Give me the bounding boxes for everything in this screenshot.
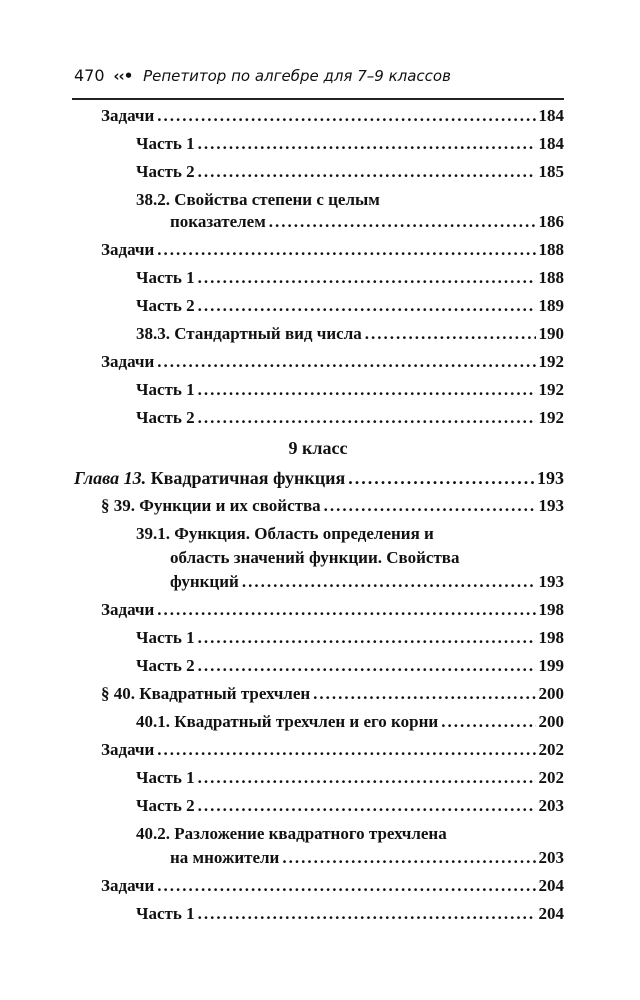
chapter-entry[interactable]: Глава 13. Квадратичная функция ..... 193 xyxy=(74,468,564,489)
toc-entry[interactable]: Часть 2 ..... 185 xyxy=(136,162,564,182)
dot-leader xyxy=(198,296,536,316)
dot-leader xyxy=(324,496,536,516)
dot-leader xyxy=(282,848,535,868)
toc-entry[interactable]: Часть 1 ..... 198 xyxy=(136,628,564,648)
toc-entry[interactable]: Часть 2 ..... 189 xyxy=(136,296,564,316)
dot-leader xyxy=(198,796,536,816)
toc-entry-line[interactable]: 38.2. Свойства степени с целым xyxy=(136,190,380,209)
dot-leader xyxy=(157,352,535,372)
toc-entry[interactable]: на множители ..... 203 xyxy=(170,848,564,868)
chapter-prefix: Глава 13. xyxy=(74,468,147,488)
dot-leader xyxy=(198,408,536,428)
dot-leader xyxy=(157,876,535,896)
toc-entry-line[interactable]: область значений функции. Свойства xyxy=(170,548,460,567)
toc-entry[interactable]: Часть 2 ..... 199 xyxy=(136,656,564,676)
dot-leader xyxy=(269,212,536,232)
dot-leader xyxy=(198,628,536,648)
dot-leader xyxy=(157,740,535,760)
dot-leader xyxy=(198,268,536,288)
separator-glyph: ‹‹• xyxy=(113,67,133,85)
dot-leader xyxy=(313,684,535,704)
toc-entry[interactable]: Задачи ..... 192 xyxy=(101,352,564,372)
section-heading: 9 класс xyxy=(288,438,348,458)
toc-entry[interactable]: функций ..... 193 xyxy=(170,572,564,592)
toc-entry[interactable]: 40.1. Квадратный трехчлен и его корни ..... 200 xyxy=(136,712,564,732)
toc-entry[interactable]: Задачи ..... 188 xyxy=(101,240,564,260)
toc-entry[interactable]: § 40. Квадратный трехчлен ..... 200 xyxy=(101,684,564,704)
running-head xyxy=(74,64,574,88)
page-number: 470 xyxy=(74,66,105,85)
toc-entry[interactable]: Задачи ..... 202 xyxy=(101,740,564,760)
dot-leader xyxy=(198,162,536,182)
toc-entry[interactable]: § 39. Функции и их свойства ..... 193 xyxy=(101,496,564,516)
dot-leader xyxy=(441,712,535,732)
toc-entry[interactable]: показателем ..... 186 xyxy=(170,212,564,232)
toc-entry[interactable]: Задачи ..... 204 xyxy=(101,876,564,896)
toc-entry[interactable]: Часть 1 ..... 192 xyxy=(136,380,564,400)
toc-entry[interactable]: Часть 1 ..... 188 xyxy=(136,268,564,288)
toc-entry-line[interactable]: 40.2. Разложение квадратного трехчлена xyxy=(136,824,447,843)
dot-leader xyxy=(348,468,534,489)
dot-leader xyxy=(198,134,536,154)
toc-entry[interactable]: Часть 1 ..... 202 xyxy=(136,768,564,788)
toc-entry-line[interactable]: 39.1. Функция. Область определения и xyxy=(136,524,434,543)
toc-entry[interactable]: Задачи ..... 198 xyxy=(101,600,564,620)
dot-leader xyxy=(198,656,536,676)
dot-leader xyxy=(198,380,536,400)
dot-leader xyxy=(198,768,536,788)
dot-leader xyxy=(157,600,535,620)
book-title: Репетитор по алгебре для 7–9 классов xyxy=(143,67,451,85)
dot-leader xyxy=(157,240,535,260)
dot-leader xyxy=(242,572,536,592)
toc-entry[interactable]: Часть 2 ..... 203 xyxy=(136,796,564,816)
dot-leader xyxy=(157,106,535,126)
chapter-title: Квадратичная функция xyxy=(150,468,346,488)
toc-entry[interactable]: Часть 2 ..... 192 xyxy=(136,408,564,428)
toc-entry[interactable]: 38.3. Стандартный вид числа ..... 190 xyxy=(136,324,564,344)
dot-leader xyxy=(198,904,536,924)
toc-entry[interactable]: Задачи ..... 184 xyxy=(101,106,564,126)
toc-entry[interactable]: Часть 1 ..... 184 xyxy=(136,134,564,154)
header-divider xyxy=(72,98,564,100)
dot-leader xyxy=(365,324,536,344)
toc-entry[interactable]: Часть 1 ..... 204 xyxy=(136,904,564,924)
